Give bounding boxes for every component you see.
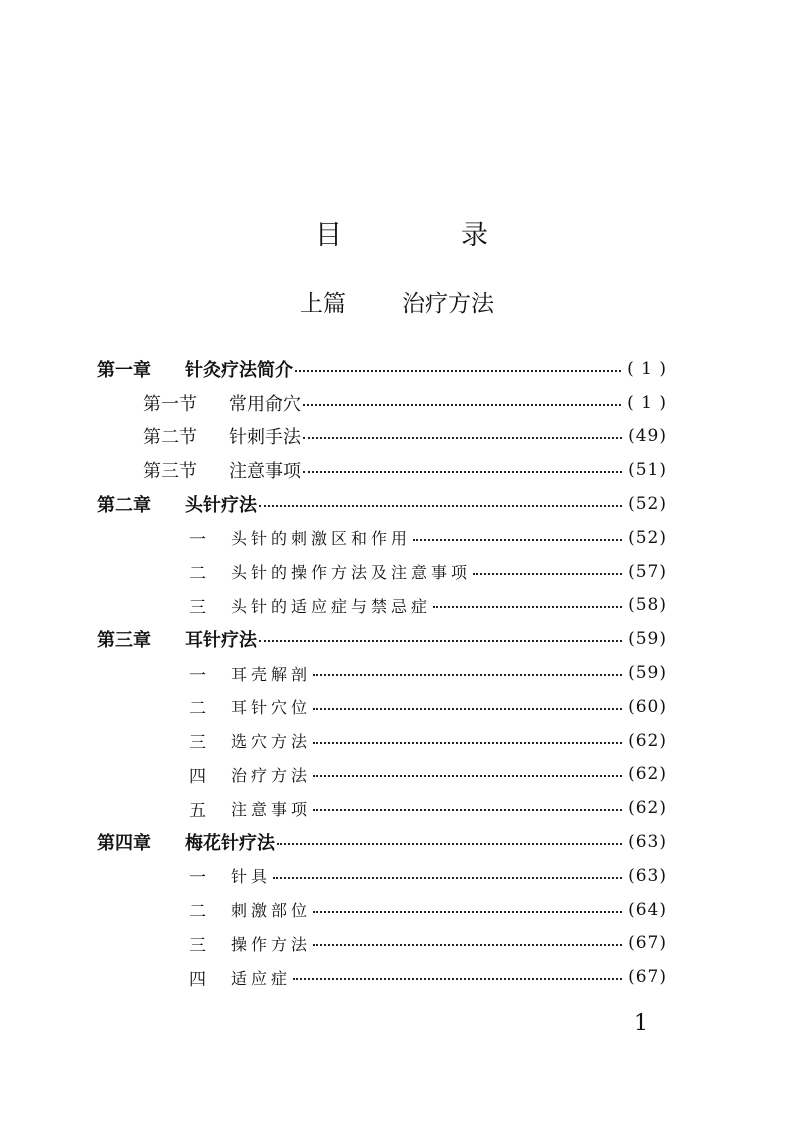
toc-entry-title: 耳壳解剖 (231, 664, 312, 684)
dot-leader (313, 911, 622, 913)
toc-entry-number: 第一节 (143, 393, 197, 415)
dot-leader (313, 674, 622, 676)
toc-entry-title: 头针的操作方法及注意事项 (231, 563, 472, 583)
dot-leader (295, 370, 621, 372)
toc-entry-number: 第四章 (97, 833, 151, 855)
toc-entry-title: 头针疗法 (185, 495, 257, 517)
toc-entry-title: 针灸疗法简介 (185, 359, 293, 381)
toc-item-row[interactable] (97, 927, 667, 961)
toc-entry-number: 一 (189, 868, 206, 889)
dot-leader (433, 606, 622, 608)
toc-chapter-row[interactable] (97, 825, 667, 859)
toc-entry-page: (52) (628, 494, 667, 515)
toc-chapter-row[interactable] (97, 487, 667, 521)
dot-leader (303, 471, 622, 473)
toc-entry-page: (58) (628, 595, 667, 616)
toc-entry-page: (60) (628, 696, 667, 717)
toc-entry-title: 选穴方法 (231, 732, 312, 752)
dot-leader (303, 404, 621, 406)
toc-entry-number: 五 (189, 800, 206, 821)
part-heading (300, 288, 494, 320)
toc-section-row[interactable] (97, 420, 667, 454)
toc-chapter-row[interactable] (97, 352, 667, 386)
toc-item-row[interactable] (97, 724, 667, 758)
toc-entry-title: 注意事项 (231, 799, 312, 819)
toc-entry-page: (51) (628, 460, 667, 481)
toc-entry-title: 头针的刺激区和作用 (231, 529, 412, 549)
toc-chapter-row[interactable] (97, 622, 667, 656)
table-of-contents (97, 352, 667, 994)
toc-entry-number: 第三章 (97, 630, 151, 652)
dot-leader (259, 640, 622, 642)
toc-item-row[interactable] (97, 960, 667, 994)
dot-leader (413, 539, 622, 541)
toc-entry-number: 第二节 (143, 427, 197, 449)
toc-item-row[interactable] (97, 690, 667, 724)
toc-entry-page: (52) (628, 527, 667, 548)
toc-entry-number: 二 (189, 902, 206, 923)
toc-entry-number: 第一章 (97, 359, 151, 381)
toc-entry-title: 操作方法 (231, 934, 312, 954)
toc-entry-title: 适应症 (231, 968, 292, 988)
toc-entry-number: 三 (189, 935, 206, 956)
toc-entry-number: 第三节 (143, 461, 197, 483)
toc-item-row[interactable] (97, 859, 667, 893)
toc-entry-title: 耳针穴位 (231, 698, 312, 718)
toc-entry-page: (63) (628, 865, 667, 886)
toc-section-row[interactable] (97, 453, 667, 487)
toc-entry-title: 常用俞穴 (229, 393, 301, 415)
toc-entry-title: 针刺手法 (229, 427, 301, 449)
dot-leader (473, 573, 622, 575)
toc-entry-number: 第二章 (97, 495, 151, 517)
toc-entry-number: 三 (189, 597, 206, 618)
toc-entry-page: (62) (628, 764, 667, 785)
toc-entry-number: 一 (189, 665, 206, 686)
dot-leader (259, 505, 622, 507)
toc-section-row[interactable] (97, 386, 667, 420)
toc-entry-number: 四 (189, 969, 206, 990)
toc-entry-number: 二 (189, 564, 206, 585)
toc-item-row[interactable] (97, 758, 667, 792)
toc-entry-title: 针具 (231, 867, 272, 887)
dot-leader (273, 877, 622, 879)
toc-entry-page: ( 1 ) (627, 358, 667, 379)
toc-item-row[interactable] (97, 521, 667, 555)
toc-entry-page: (63) (628, 832, 667, 853)
part-name: 上篇 (300, 291, 346, 317)
dot-leader (313, 708, 622, 710)
dot-leader (303, 437, 622, 439)
toc-item-row[interactable] (97, 791, 667, 825)
toc-entry-title: 刺激部位 (231, 901, 312, 921)
toc-entry-page: (62) (628, 798, 667, 819)
toc-entry-page: (59) (628, 629, 667, 650)
toc-entry-number: 二 (189, 699, 206, 720)
page-title: 目 录 (315, 220, 534, 251)
toc-entry-title: 治疗方法 (231, 765, 312, 785)
toc-entry-number: 三 (189, 733, 206, 754)
dot-leader (277, 843, 622, 845)
toc-item-row[interactable] (97, 589, 667, 623)
dot-leader (293, 978, 622, 980)
toc-entry-page: (57) (628, 561, 667, 582)
toc-item-row[interactable] (97, 656, 667, 690)
dot-leader (313, 775, 622, 777)
part-subtitle: 治疗方法 (402, 291, 494, 317)
toc-entry-title: 梅花针疗法 (185, 833, 275, 855)
toc-entry-number: 四 (189, 766, 206, 787)
toc-entry-page: (49) (628, 426, 667, 447)
toc-entry-page: (67) (628, 933, 667, 954)
toc-entry-title: 注意事项 (229, 461, 301, 483)
toc-entry-page: (64) (628, 899, 667, 920)
toc-entry-title: 头针的适应症与禁忌症 (231, 596, 432, 616)
toc-entry-page: (67) (628, 967, 667, 988)
toc-item-row[interactable] (97, 893, 667, 927)
dot-leader (313, 809, 622, 811)
page-number: 1 (634, 1011, 648, 1036)
dot-leader (313, 742, 622, 744)
toc-entry-title: 耳针疗法 (185, 630, 257, 652)
toc-item-row[interactable] (97, 555, 667, 589)
toc-entry-page: ( 1 ) (627, 392, 667, 413)
toc-entry-number: 一 (189, 530, 206, 551)
toc-entry-page: (62) (628, 730, 667, 751)
toc-entry-page: (59) (628, 663, 667, 684)
dot-leader (313, 944, 622, 946)
